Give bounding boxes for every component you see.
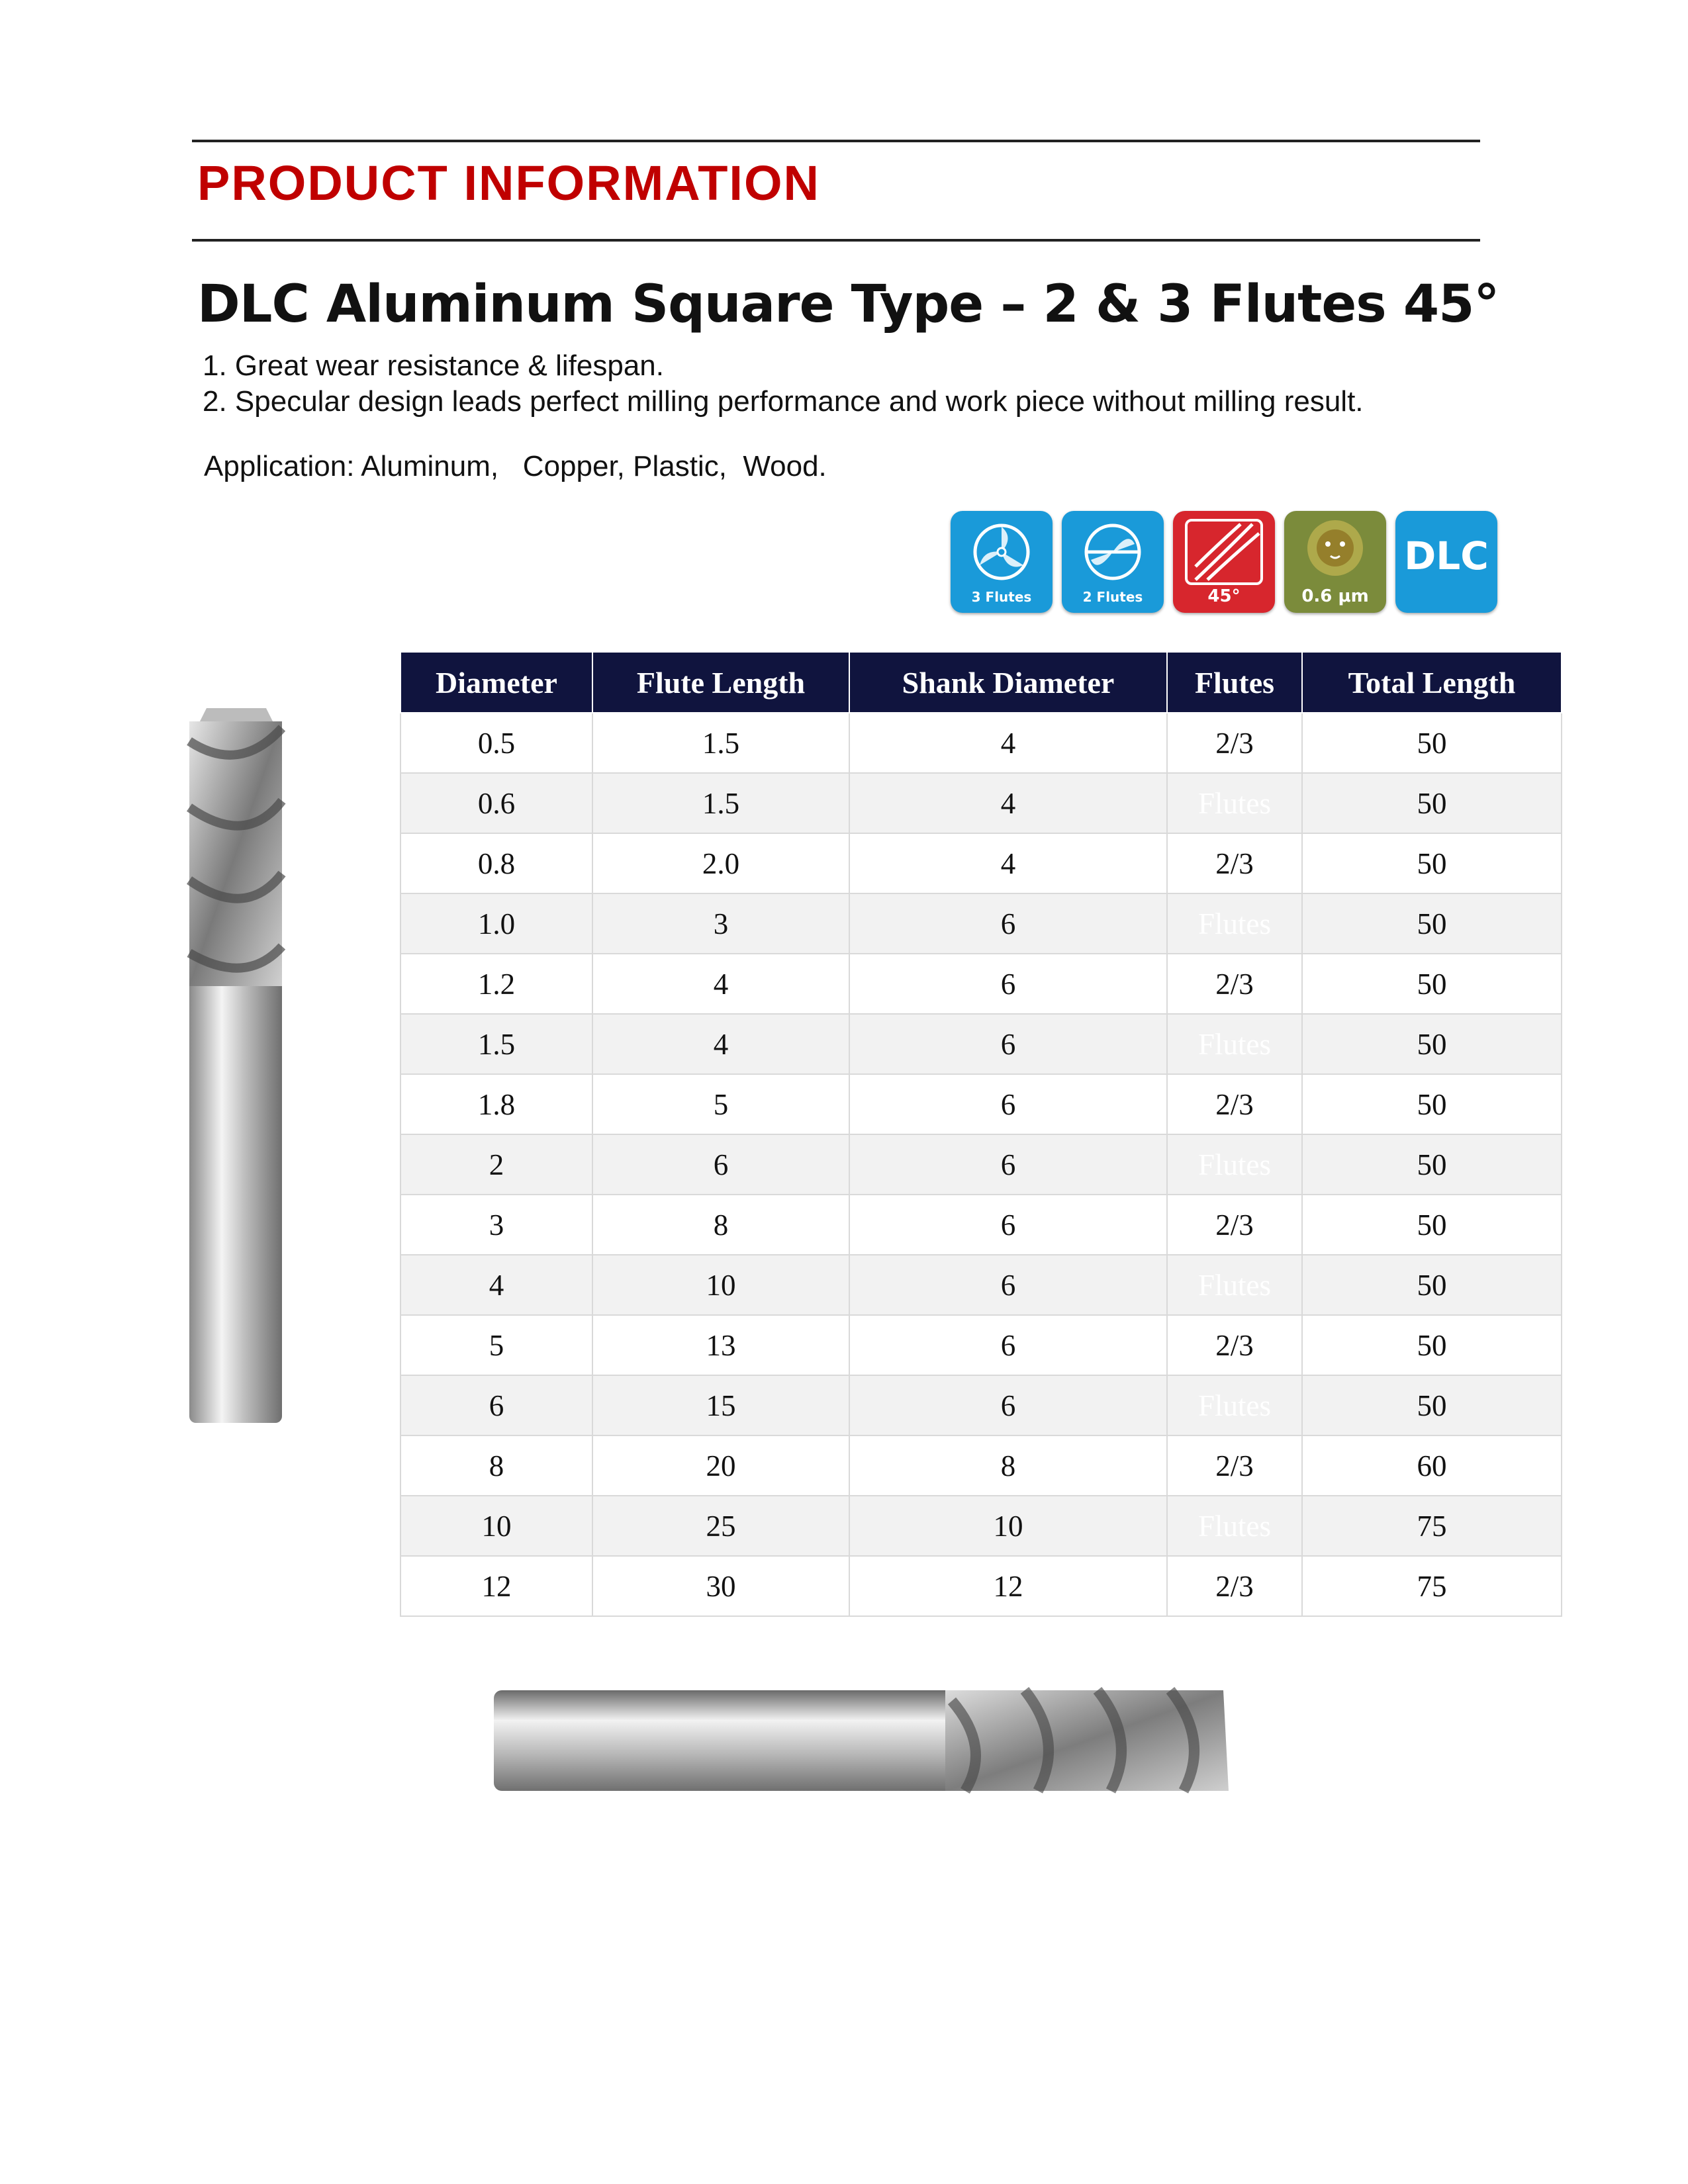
flute-length-cell: 5 — [592, 1074, 849, 1134]
flutes-cell: Flutes — [1167, 1496, 1302, 1556]
flutes-cell: 2/3 — [1167, 713, 1302, 773]
total-length-cell: 50 — [1302, 1375, 1562, 1435]
badge-label: 0.6 μm — [1301, 586, 1369, 606]
flute-length-cell: 4 — [592, 1014, 849, 1074]
shank-diameter-cell: 6 — [849, 1014, 1167, 1074]
shank-diameter-cell: 4 — [849, 773, 1167, 833]
table-row — [400, 1255, 1562, 1315]
badge-label: 2 Flutes — [1082, 589, 1143, 605]
table-row — [400, 1315, 1562, 1375]
diameter-cell: 3 — [400, 1195, 592, 1255]
product-title: DLC Aluminum Square Type – 2 & 3 Flutes 45° — [197, 275, 1499, 334]
diameter-cell: 1.0 — [400, 893, 592, 954]
column-header-total-length: Total Length — [1302, 652, 1562, 713]
total-length-cell: 60 — [1302, 1435, 1562, 1496]
diameter-cell: 0.8 — [400, 833, 592, 893]
diameter-cell: 1.5 — [400, 1014, 592, 1074]
flute-length-cell: 1.5 — [592, 773, 849, 833]
table-row — [400, 954, 1562, 1014]
flute-length-cell: 15 — [592, 1375, 849, 1435]
flutes-cell: 2/3 — [1167, 833, 1302, 893]
flute-length-cell: 13 — [592, 1315, 849, 1375]
diameter-cell: 4 — [400, 1255, 592, 1315]
flute-length-cell: 3 — [592, 893, 849, 954]
two-flutes-badge — [1062, 511, 1164, 613]
diameter-cell: 0.5 — [400, 713, 592, 773]
flute-length-cell: 8 — [592, 1195, 849, 1255]
feature-item: 1. Great wear resistance & lifespan. — [203, 349, 664, 382]
shank-diameter-cell: 6 — [849, 1195, 1167, 1255]
badge-label: 45° — [1207, 586, 1241, 606]
three-flutes-badge — [951, 511, 1053, 613]
table-row — [400, 1556, 1562, 1616]
flutes-cell: 2/3 — [1167, 954, 1302, 1014]
helix-angle-badge — [1173, 511, 1275, 613]
column-header-flute-length: Flute Length — [592, 652, 849, 713]
diameter-cell: 12 — [400, 1556, 592, 1616]
feature-list — [203, 348, 1364, 420]
flutes-cell: Flutes — [1167, 1134, 1302, 1195]
flutes-cell: 2/3 — [1167, 1435, 1302, 1496]
heading-divider — [192, 239, 1480, 242]
flutes-cell: Flutes — [1167, 1375, 1302, 1435]
flute-length-cell: 25 — [592, 1496, 849, 1556]
table-row — [400, 1195, 1562, 1255]
total-length-cell: 50 — [1302, 1315, 1562, 1375]
diameter-cell: 1.8 — [400, 1074, 592, 1134]
table-row — [400, 1375, 1562, 1435]
total-length-cell: 50 — [1302, 713, 1562, 773]
column-header-flutes: Flutes — [1167, 652, 1302, 713]
flute-length-cell: 30 — [592, 1556, 849, 1616]
column-header-diameter: Diameter — [400, 652, 592, 713]
total-length-cell: 50 — [1302, 954, 1562, 1014]
flute-length-cell: 2.0 — [592, 833, 849, 893]
column-header-shank-diameter: Shank Diameter — [849, 652, 1167, 713]
table-row — [400, 773, 1562, 833]
flutes-cell: 2/3 — [1167, 1556, 1302, 1616]
table-row — [400, 713, 1562, 773]
flutes-cell: 2/3 — [1167, 1074, 1302, 1134]
flutes-cell: Flutes — [1167, 1014, 1302, 1074]
total-length-cell: 50 — [1302, 1134, 1562, 1195]
shank-diameter-cell: 6 — [849, 1074, 1167, 1134]
shank-diameter-cell: 6 — [849, 1315, 1167, 1375]
total-length-cell: 75 — [1302, 1496, 1562, 1556]
total-length-cell: 50 — [1302, 1074, 1562, 1134]
total-length-cell: 50 — [1302, 1195, 1562, 1255]
flutes-cell: Flutes — [1167, 773, 1302, 833]
shank-diameter-cell: 6 — [849, 1375, 1167, 1435]
section-heading: PRODUCT INFORMATION — [197, 156, 820, 210]
flute-length-cell: 10 — [592, 1255, 849, 1315]
end-mill-horizontal-image — [489, 1674, 1237, 1800]
end-mill-vertical-image — [173, 702, 299, 1436]
table-row — [400, 1074, 1562, 1134]
flute-length-cell: 6 — [592, 1134, 849, 1195]
table-row — [400, 1435, 1562, 1496]
shank-diameter-cell: 6 — [849, 893, 1167, 954]
badge-label: DLC — [1404, 533, 1489, 578]
feature-item: 2. Specular design leads perfect milling performance and work piece without milling result. — [203, 385, 1364, 418]
flutes-cell: Flutes — [1167, 1255, 1302, 1315]
total-length-cell: 75 — [1302, 1556, 1562, 1616]
total-length-cell: 50 — [1302, 833, 1562, 893]
diameter-cell: 5 — [400, 1315, 592, 1375]
total-length-cell: 50 — [1302, 773, 1562, 833]
application-text: Application: Aluminum, Copper, Plastic, Wood. — [204, 450, 827, 482]
shank-diameter-cell: 10 — [849, 1496, 1167, 1556]
total-length-cell: 50 — [1302, 1014, 1562, 1074]
dlc-coating-badge — [1395, 511, 1497, 613]
table-header-row — [400, 652, 1562, 713]
diameter-cell: 6 — [400, 1375, 592, 1435]
shank-diameter-cell: 6 — [849, 954, 1167, 1014]
flutes-cell: 2/3 — [1167, 1315, 1302, 1375]
diameter-cell: 1.2 — [400, 954, 592, 1014]
shank-diameter-cell: 6 — [849, 1134, 1167, 1195]
diameter-cell: 0.6 — [400, 773, 592, 833]
shank-diameter-cell: 6 — [849, 1255, 1167, 1315]
diameter-cell: 2 — [400, 1134, 592, 1195]
flutes-cell: 2/3 — [1167, 1195, 1302, 1255]
diameter-cell: 10 — [400, 1496, 592, 1556]
table-row — [400, 833, 1562, 893]
shank-diameter-cell: 8 — [849, 1435, 1167, 1496]
feature-badges — [951, 511, 1497, 614]
shank-diameter-cell: 4 — [849, 833, 1167, 893]
flute-length-cell: 1.5 — [592, 713, 849, 773]
flute-length-cell: 4 — [592, 954, 849, 1014]
total-length-cell: 50 — [1302, 893, 1562, 954]
total-length-cell: 50 — [1302, 1255, 1562, 1315]
flute-length-cell: 20 — [592, 1435, 849, 1496]
top-divider — [192, 140, 1480, 142]
flutes-cell: Flutes — [1167, 893, 1302, 954]
badge-label: 3 Flutes — [971, 589, 1032, 605]
table-row — [400, 1014, 1562, 1074]
table-row — [400, 893, 1562, 954]
shank-diameter-cell: 4 — [849, 713, 1167, 773]
diameter-cell: 8 — [400, 1435, 592, 1496]
coating-thickness-badge — [1284, 511, 1386, 613]
spec-table — [400, 651, 1562, 1617]
table-row — [400, 1134, 1562, 1195]
spec-table-container — [400, 651, 1562, 1617]
shank-diameter-cell: 12 — [849, 1556, 1167, 1616]
table-row — [400, 1496, 1562, 1556]
